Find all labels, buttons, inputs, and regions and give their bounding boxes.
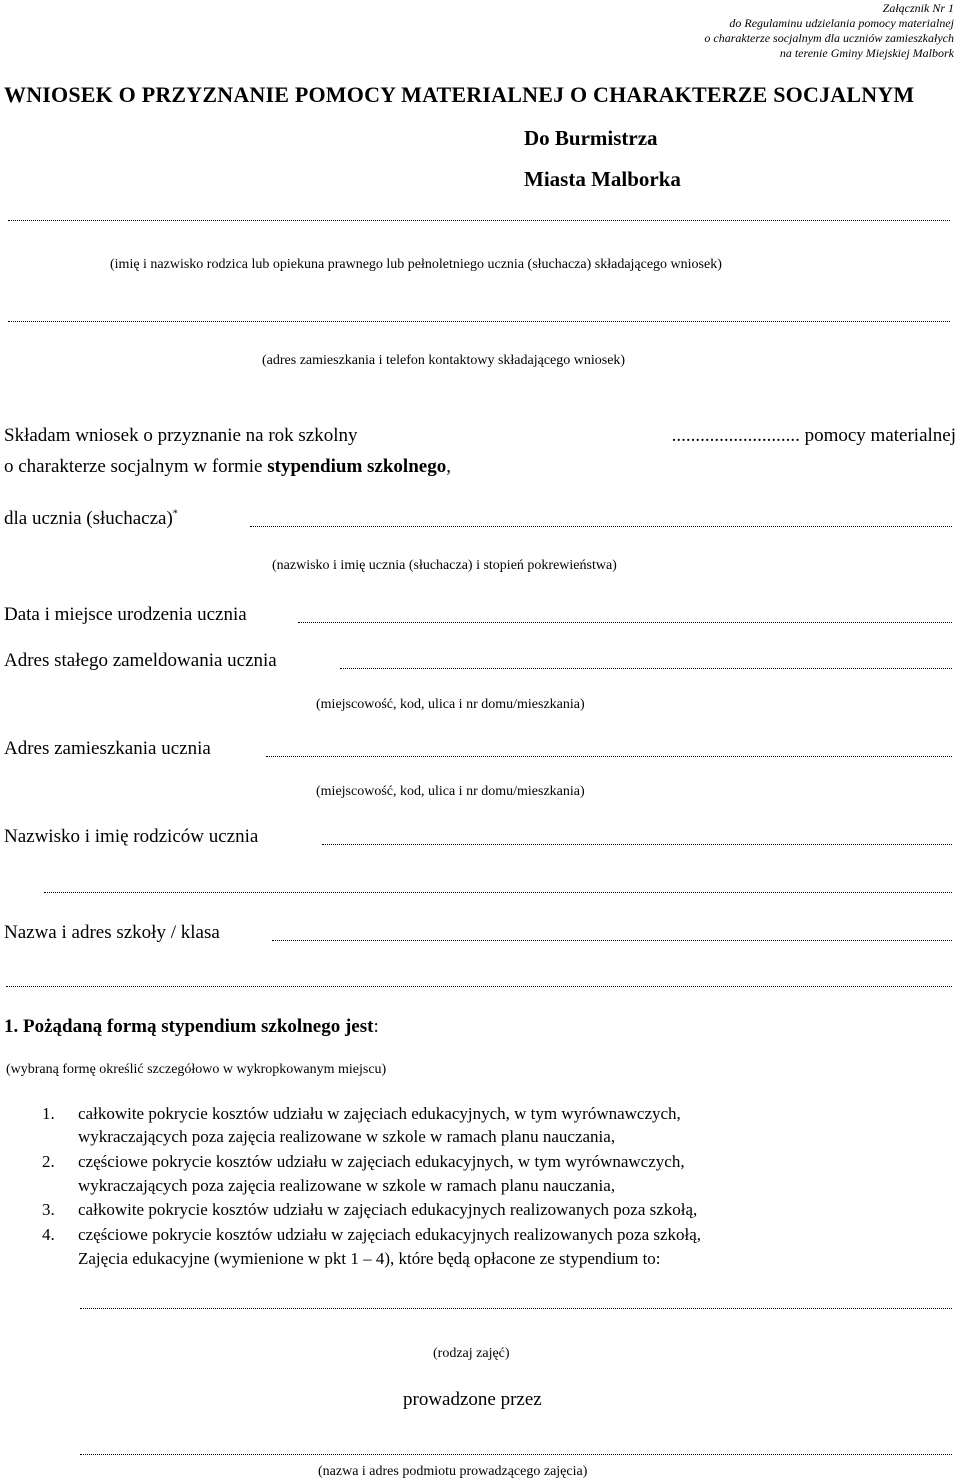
student-label-text: dla ucznia (słuchacza) [4,508,173,529]
section-1-heading-suffix: : [373,1016,379,1037]
option-1-text-1: całkowite pokrycie kosztów udziału w zajęciach edukacyjnych, w tym wyrównawczych, [78,1104,681,1123]
provider-field[interactable] [80,1440,952,1455]
request-line-2-suffix: , [446,456,451,477]
applicant-name-caption: (imię i nazwisko rodzica lub opiekuna prawnego lub pełnoletniego ucznia (słuchacza) składającego wniosek) [110,257,722,272]
student-name-caption: (nazwisko i imię ucznia (słuchacza) i stopień pokrewieństwa) [272,558,617,573]
birth-label: Data i miejsce urodzenia ucznia [4,604,247,625]
annex-line-2: do Regulaminu udzielania pomocy materialnej [729,16,954,30]
school-field-continued[interactable] [6,970,952,987]
option-1-number: 1. [42,1104,55,1123]
registered-address-field[interactable] [340,652,952,669]
school-year-dots: ........................... [671,425,800,446]
document-title: WNIOSEK O PRZYZNANIE POMOCY MATERIALNEJ O CHARAKTERZE SOCJALNYM [4,82,915,107]
classes-text: Zajęcia edukacyjne (wymienione w pkt 1 – 4), które będą opłacone ze stypendium to: [78,1249,661,1268]
option-4-number: 4. [42,1225,55,1244]
option-2-line-1 [78,1152,954,1172]
footnote-mark: * [172,508,178,520]
student-name-field[interactable] [250,510,952,527]
section-1-heading [4,1016,379,1038]
option-3-number: 3. [42,1200,55,1219]
registered-address-caption: (miejscowość, kod, ulica i nr domu/mieszkania) [316,697,585,712]
school-year-field[interactable] [672,425,956,447]
section-1-number: 1. [4,1016,23,1037]
request-line-2-prefix: o charakterze socjalnym w formie [4,456,268,477]
option-1-line-1 [78,1104,954,1124]
request-part-2: pomocy materialnej [804,425,956,446]
addressee-line-2: Miasta Malborka [524,167,681,191]
applicant-address-field[interactable] [8,307,950,322]
classes-caption: (rodzaj zajęć) [433,1346,510,1361]
request-line-1 [4,425,956,447]
option-3-line-1: całkowite pokrycie kosztów udziału w zajęciach edukacyjnych realizowanych poza szkołą, [78,1200,698,1219]
scholarship-term: stypendium szkolnego [267,456,447,477]
section-1-heading-text: Pożądaną formą stypendium szkolnego jest [23,1016,374,1037]
residence-address-label: Adres zamieszkania ucznia [4,738,211,759]
addressee-line-1: Do Burmistrza [524,126,658,150]
parents-label: Nazwisko i imię rodziców ucznia [4,826,259,847]
request-line-2 [4,456,451,478]
parents-field[interactable] [322,828,952,845]
residence-address-caption: (miejscowość, kod, ulica i nr domu/mieszkania) [316,784,585,799]
student-label [4,508,178,530]
conducted-by-label: prowadzone przez [403,1389,542,1410]
annex-line-3: o charakterze socjalnym dla uczniów zamieszkałych [704,31,954,45]
section-1-note: (wybraną formę określić szczegółowo w wykropkowanym miejscu) [6,1062,387,1077]
school-label: Nazwa i adres szkoły / klasa [4,922,220,943]
parents-field-continued[interactable] [44,876,952,893]
classes-field[interactable] [80,1294,952,1309]
option-2-number: 2. [42,1152,55,1171]
birth-field[interactable] [298,606,952,623]
request-part-1: Składam wniosek o przyznanie na rok szkolny [4,425,358,446]
applicant-address-caption: (adres zamieszkania i telefon kontaktowy składającego wniosek) [262,353,626,368]
option-2-text-1: częściowe pokrycie kosztów udziału w zajęciach edukacyjnych, w tym wyrównawczych, [78,1152,685,1171]
annex-line-1: Załącznik Nr 1 [882,1,954,15]
registered-address-label: Adres stałego zameldowania ucznia [4,650,277,671]
applicant-name-field[interactable] [8,206,950,221]
option-1-line-2: wykraczających poza zajęcia realizowane w szkole w ramach planu nauczania, [78,1127,616,1146]
annex-line-4: na terenie Gminy Miejskiej Malbork [779,46,954,60]
residence-address-field[interactable] [266,740,952,757]
provider-caption: (nazwa i adres podmiotu prowadzącego zajęcia) [318,1464,588,1479]
option-2-line-2: wykraczających poza zajęcia realizowane w szkole w ramach planu nauczania, [78,1176,616,1195]
school-field[interactable] [272,924,952,941]
option-4-line-1: częściowe pokrycie kosztów udziału w zajęciach edukacyjnych realizowanych poza szkołą, [78,1225,702,1244]
